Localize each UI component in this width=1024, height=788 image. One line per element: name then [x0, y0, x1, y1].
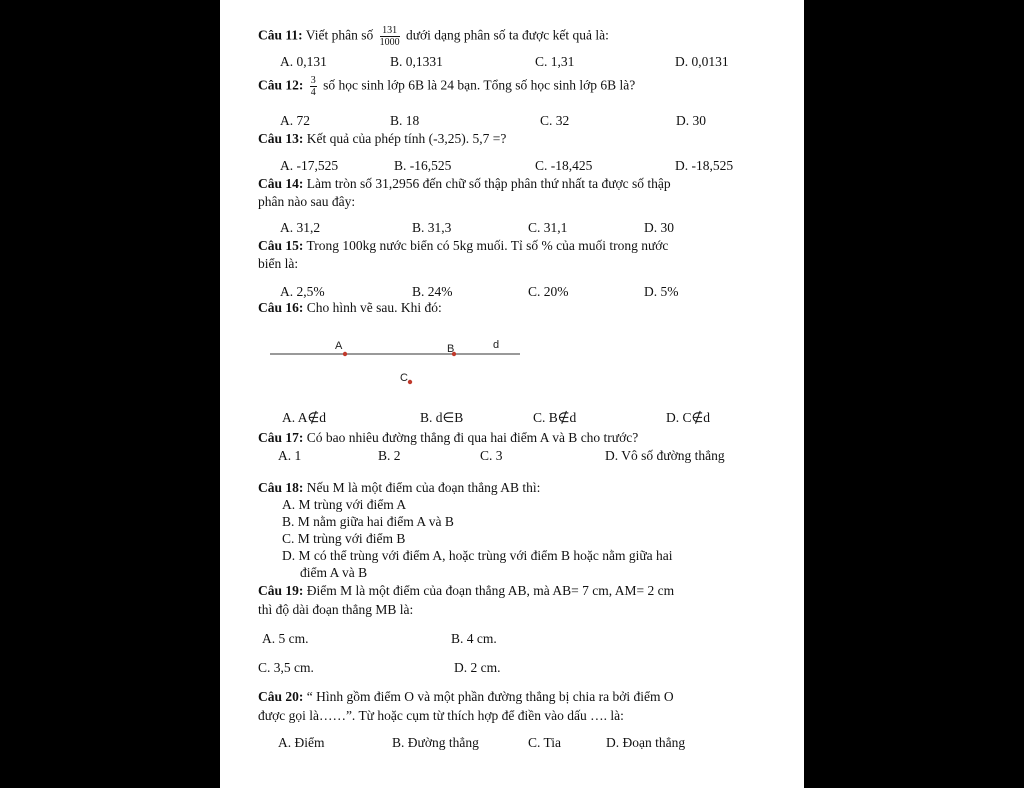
option: B. 24%	[412, 284, 453, 299]
option: A. -17,525	[280, 158, 339, 173]
point-c	[408, 380, 412, 384]
option: D. 0,0131	[675, 54, 729, 69]
option: A. A∉d	[282, 410, 327, 425]
question-11: Câu 11: Viết phân số $\frac{131}{1000}$ dưới dạng phân số ta được kết quả là:	[258, 25, 609, 48]
label-c: C	[400, 372, 408, 384]
option: A. 0,131	[280, 54, 327, 69]
option: B. d∈B	[420, 410, 464, 425]
option: B. 2	[378, 448, 401, 463]
option: C. 1,31	[535, 54, 575, 69]
point-a	[343, 352, 347, 356]
document-page	[220, 0, 804, 788]
question-15: Câu 15: Trong 100kg nước biển có 5kg muối. Tỉ số % của muối trong nước	[258, 238, 669, 253]
geometry-figure	[220, 330, 804, 400]
question-19: Câu 19: Điểm M là một điểm của đoạn thẳng AB, mà AB= 7 cm, AM= 2 cm	[258, 583, 675, 598]
fraction-131-1000: $\frac{131}{1000}$	[379, 25, 400, 48]
option: B. Đường thẳng	[392, 735, 479, 750]
question-14: Câu 14: Làm tròn số 31,2956 đến chữ số thập phân thứ nhất ta được số thập	[258, 176, 671, 191]
option: A. 72	[280, 113, 310, 128]
option: A. M trùng với điểm A	[282, 497, 407, 512]
option: D. 30	[676, 113, 706, 128]
option: D. 30	[644, 220, 674, 235]
option: C. 3,5 cm.	[258, 660, 314, 675]
option: C. 32	[540, 113, 570, 128]
option: B. M nằm giữa hai điểm A và B	[282, 514, 454, 529]
option: A. 2,5%	[280, 284, 325, 299]
option: D. C∉d	[666, 410, 711, 425]
question-19-cont: thì độ dài đoạn thẳng MB là:	[258, 602, 414, 617]
option: C. -18,425	[535, 158, 593, 173]
option: C. 20%	[528, 284, 569, 299]
option: D. -18,525	[675, 158, 734, 173]
question-13: Câu 13: Kết quả của phép tính (-3,25). 5,7 =?	[258, 131, 507, 146]
option: C. 31,1	[528, 220, 568, 235]
option: D. Đoạn thẳng	[606, 735, 686, 750]
question-17: Câu 17: Có bao nhiêu đường thẳng đi qua hai điểm A và B cho trước?	[258, 430, 639, 445]
option: A. 31,2	[280, 220, 321, 235]
label-d: d	[493, 339, 500, 351]
option: B. 4 cm.	[451, 631, 497, 646]
option: A. Điểm	[278, 735, 325, 750]
question-15-cont: biển là:	[258, 256, 299, 271]
option: C. Tia	[528, 735, 562, 750]
option: D. 5%	[644, 284, 679, 299]
fraction-3-4: $\frac{3}{4}$	[310, 75, 316, 98]
question-16: Câu 16: Cho hình vẽ sau. Khi đó:	[258, 300, 442, 315]
option: C. 3	[480, 448, 503, 463]
question-14-cont: phân nào sau đây:	[258, 194, 356, 209]
option-continuation: điểm A và B	[300, 565, 368, 580]
question-20: Câu 20: “ Hình gồm điểm O và một phần đường thẳng bị chia ra bởi điểm O	[258, 689, 674, 704]
option: B. 31,3	[412, 220, 452, 235]
option: B. -16,525	[394, 158, 452, 173]
option: B. 0,1331	[390, 54, 443, 69]
option: C. B∉d	[533, 410, 577, 425]
option: D. Vô số đường thẳng	[605, 448, 725, 463]
label-b: B	[447, 343, 455, 355]
option: A. 5 cm.	[262, 631, 309, 646]
label-a: A	[335, 340, 343, 352]
question-20-cont: được gọi là……”. Từ hoặc cụm từ thích hợp để điền vào dấu …. là:	[258, 708, 624, 723]
question-18: Câu 18: Nếu M là một điểm của đoạn thẳng AB thì:	[258, 480, 541, 495]
option: D. 2 cm.	[454, 660, 501, 675]
question-12: Câu 12: $\frac{3}{4}$ số học sinh lớp 6B là 24 bạn. Tổng số học sinh lớp 6B là?	[258, 75, 636, 98]
option: A. 1	[278, 448, 302, 463]
option: C. M trùng với điểm B	[282, 531, 406, 546]
option: D. M có thể trùng với điểm A, hoặc trùng với điểm B hoặc nằm giữa hai	[282, 548, 673, 563]
option: B. 18	[390, 113, 420, 128]
